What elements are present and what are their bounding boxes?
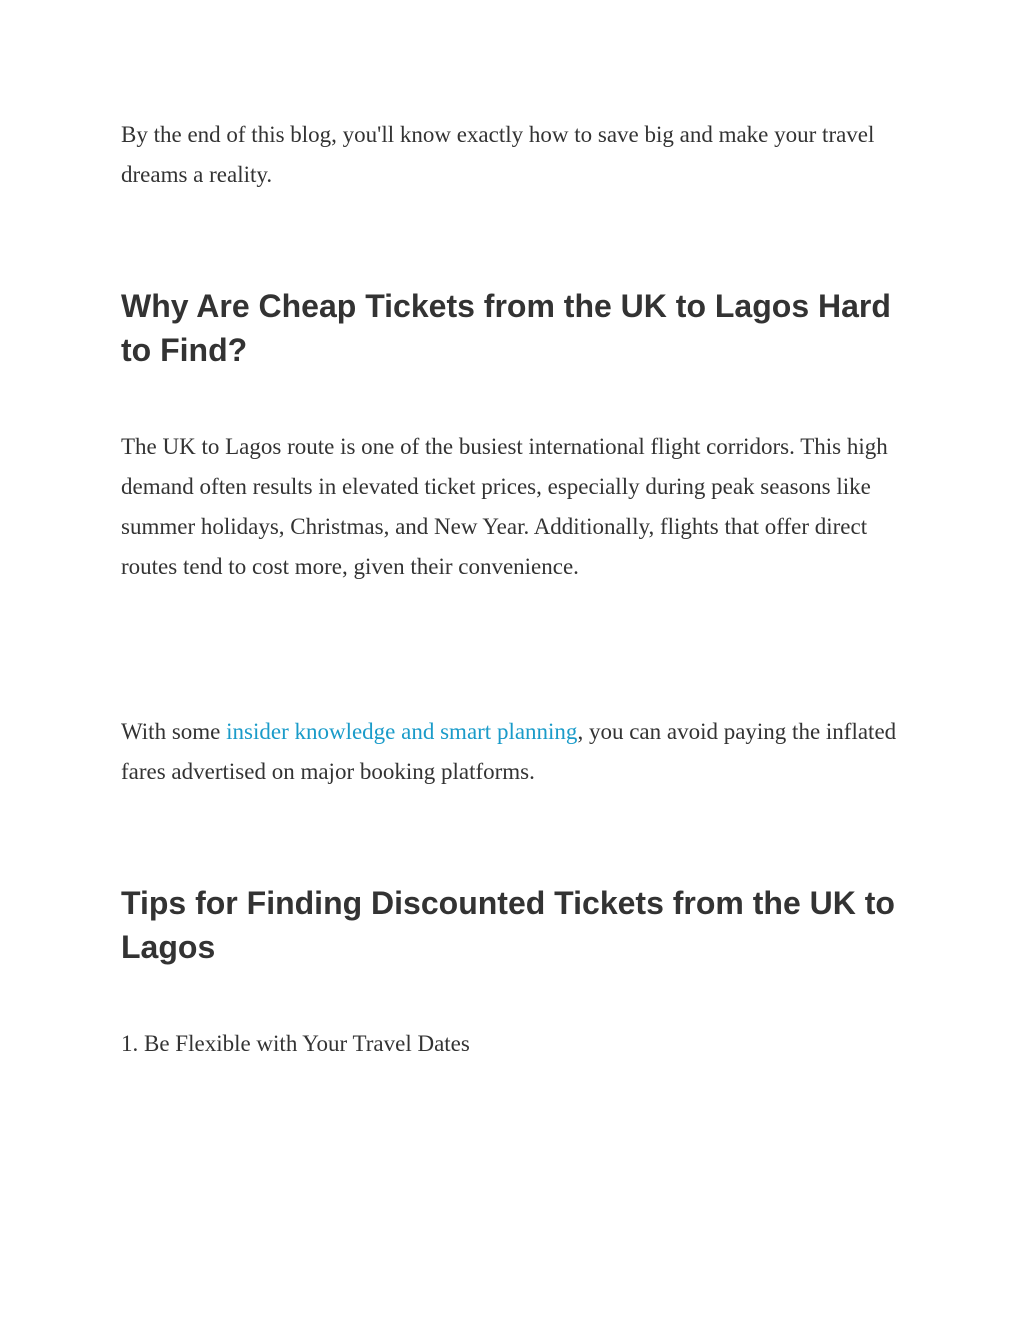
insider-text-before: With some bbox=[121, 719, 227, 744]
insider-knowledge-link[interactable]: insider knowledge and smart planning bbox=[226, 719, 578, 744]
route-paragraph: The UK to Lagos route is one of the busiest international flight corridors. This high demand often results in elevated ticket prices, especially during peak seasons like summer holidays, Christmas, and New Year. Additionally, flights that offer direct routes tend to cost more, given their convenience. bbox=[121, 434, 888, 579]
tip-item-1: 1. Be Flexible with Your Travel Dates bbox=[121, 1031, 470, 1056]
insider-paragraph bbox=[121, 712, 901, 792]
intro-paragraph: By the end of this blog, you'll know exactly how to save big and make your travel dreams a reality. bbox=[121, 122, 875, 187]
insider-text-after: , you can avoid paying the inflated fares advertised on major booking platforms. bbox=[121, 719, 897, 784]
section-heading-tips: Tips for Finding Discounted Tickets from the UK to Lagos bbox=[121, 885, 895, 965]
section-heading-why: Why Are Cheap Tickets from the UK to Lagos Hard to Find? bbox=[121, 288, 891, 368]
